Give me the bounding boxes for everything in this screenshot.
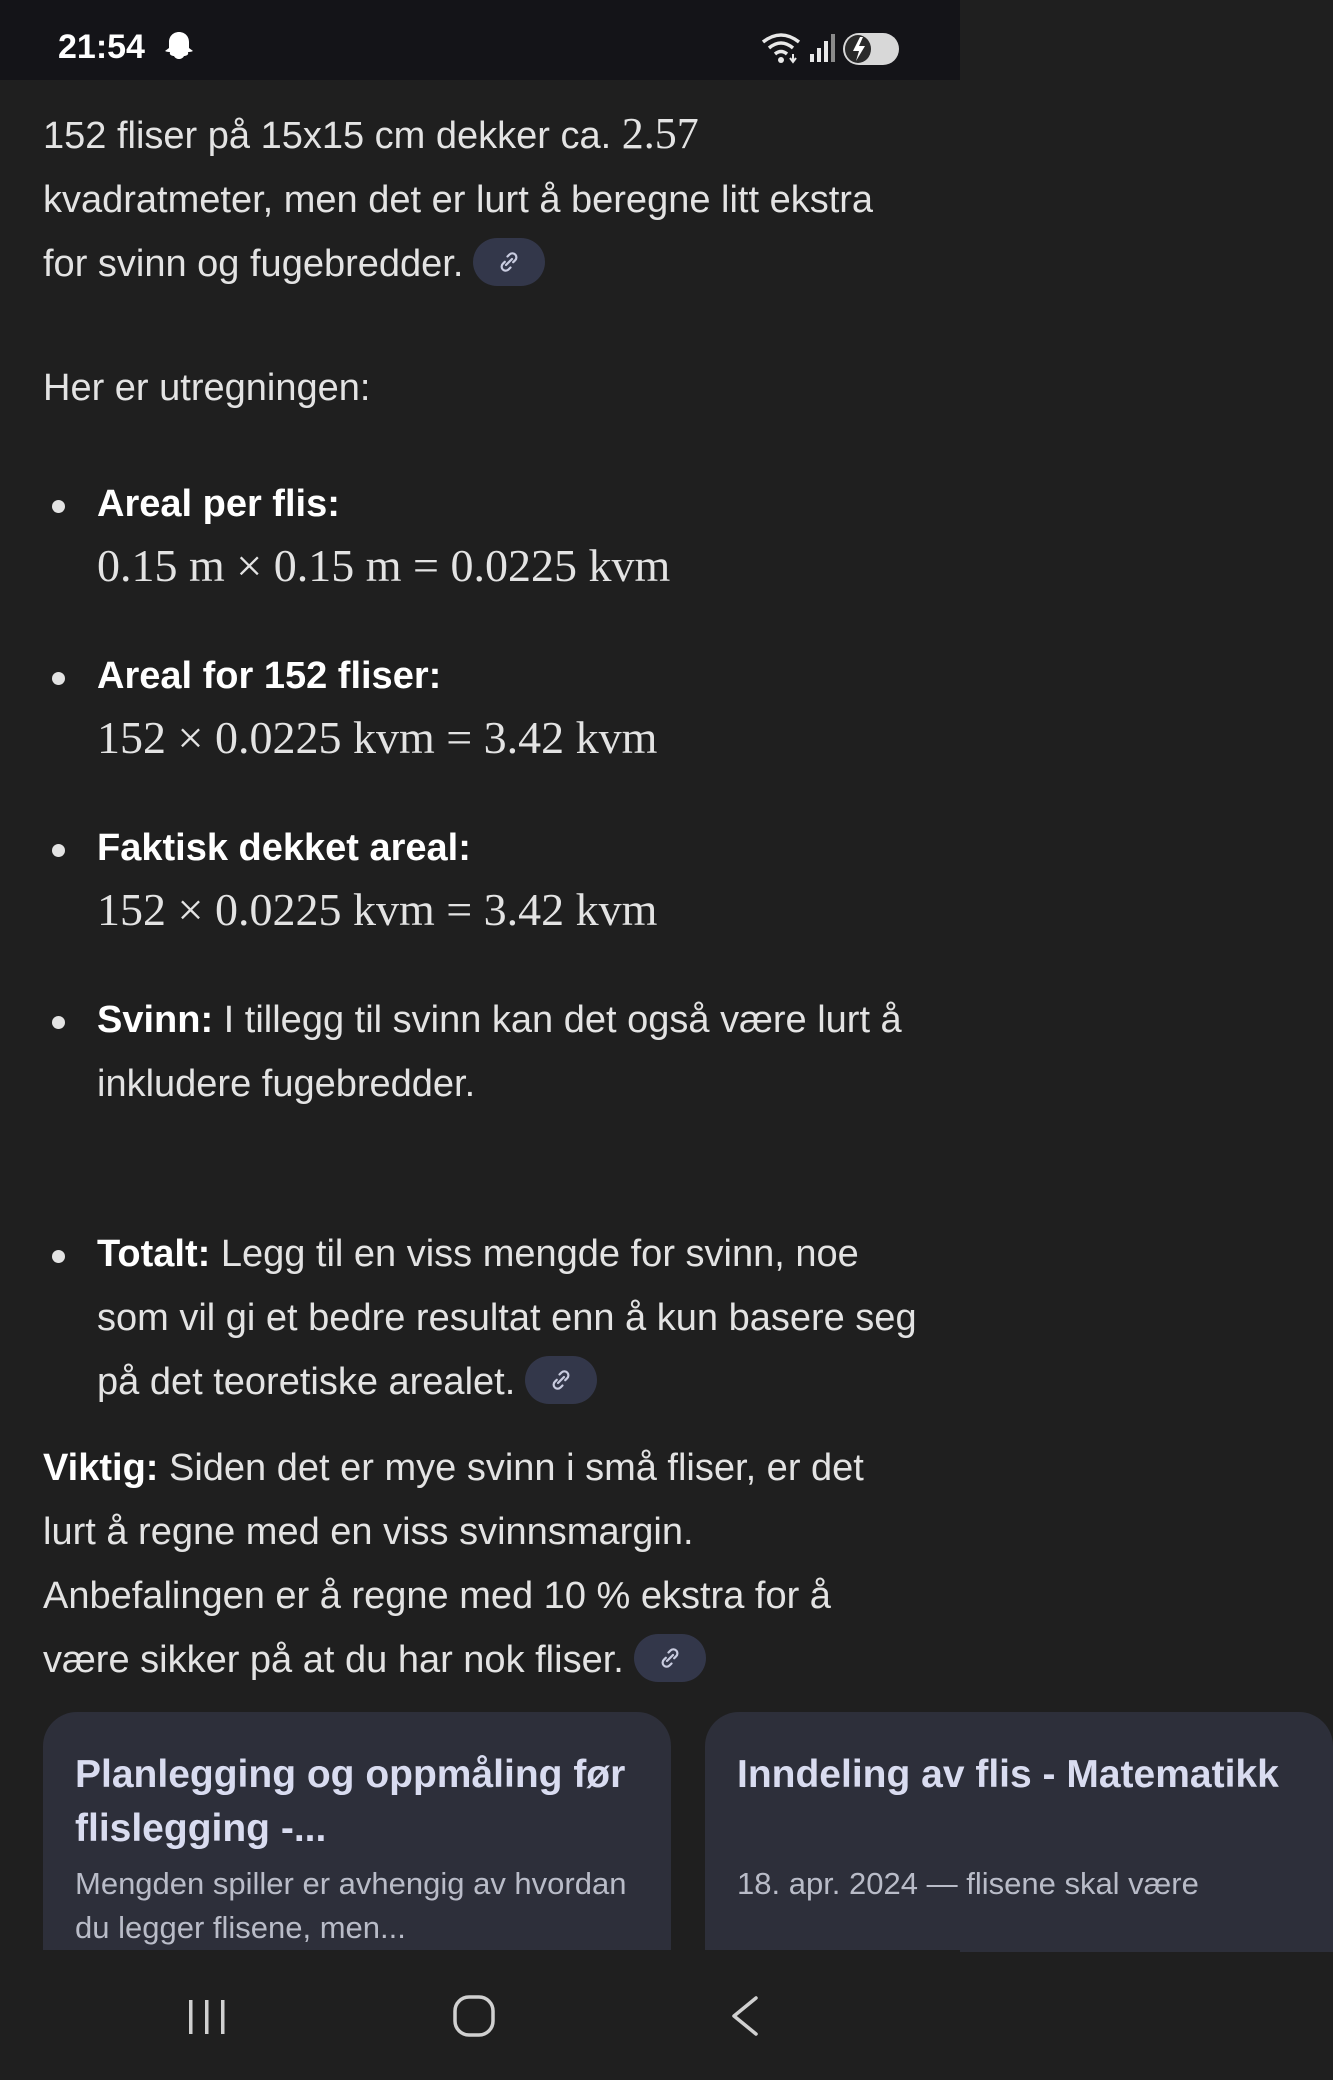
wifi-icon [760, 30, 802, 66]
source-link-chip[interactable] [473, 238, 545, 286]
bullet-math: 0.15 m × 0.15 m = 0.0225 kvm [97, 540, 671, 591]
bullet-dot [52, 1016, 65, 1029]
bullet-label: Faktisk dekket areal: [97, 827, 471, 869]
intro-text-cont: kvadratmeter, men det er lurt å beregne litt ekstra for svinn og fugebredder. [43, 179, 874, 285]
signal-icon [808, 32, 838, 64]
bullet-dot [52, 844, 65, 857]
source-cards [43, 1712, 1279, 1952]
intro-text: 152 fliser på 15x15 cm dekker ca. [43, 115, 622, 157]
back-icon[interactable] [726, 1994, 762, 2038]
important-paragraph [43, 1436, 923, 1692]
recents-icon[interactable] [185, 1996, 229, 2038]
battery-charging-icon [842, 32, 900, 66]
link-icon [549, 1368, 573, 1392]
answer-content [0, 80, 1279, 1950]
source-card[interactable] [43, 1712, 671, 1952]
bullet-dot [52, 1250, 65, 1263]
bullet-dot [52, 672, 65, 685]
bullet-dot [52, 500, 65, 513]
source-card[interactable] [705, 1712, 1333, 1952]
bullet-text: I tillegg til svinn kan det også være lurt å inkludere fugebredder. [97, 999, 902, 1105]
home-icon[interactable] [452, 1994, 496, 2038]
bullet-math: 152 × 0.0225 kvm = 3.42 kvm [97, 712, 658, 763]
bullet-text: Legg til en viss mengde for svinn, noe som vil gi et bedre resultat enn å kun basere seg på det teoretiske arealet. [97, 1233, 917, 1403]
important-text: Siden det er mye svinn i små fliser, er det lurt å regne med en viss svinnsmargin. Anbefalingen er å regne med 10 % ekstra for å være sikker på at du har nok fliser. [43, 1447, 864, 1681]
link-icon [497, 250, 521, 274]
source-card-title: Planlegging og oppmåling før flislegging -... [75, 1753, 626, 1850]
system-nav-bar [0, 1950, 960, 2080]
source-card-title: Inndeling av flis - Matematikk [737, 1753, 1279, 1796]
important-label: Viktig: [43, 1447, 159, 1489]
source-card-snippet: Mengden spiller er avhengig av hvordan du legger flisene, men... [75, 1866, 627, 1945]
bullet-label: Svinn: [97, 999, 214, 1041]
source-link-chip[interactable] [634, 1634, 706, 1682]
calc-heading: Her er utregningen: [43, 367, 371, 409]
intro-math: 2.57 [621, 109, 699, 158]
link-icon [658, 1646, 682, 1670]
status-bar [0, 0, 960, 80]
intro-paragraph [43, 102, 923, 296]
ghost-icon [162, 30, 196, 64]
bullet-label: Totalt: [97, 1233, 211, 1275]
source-card-snippet: 18. apr. 2024 — flisene skal være [737, 1866, 1199, 1901]
bullet-label: Areal per flis: [97, 483, 340, 525]
bullet-math: 152 × 0.0225 kvm = 3.42 kvm [97, 884, 658, 935]
bullet-label: Areal for 152 fliser: [97, 655, 442, 697]
source-link-chip[interactable] [525, 1356, 597, 1404]
status-time: 21:54 [58, 28, 145, 66]
